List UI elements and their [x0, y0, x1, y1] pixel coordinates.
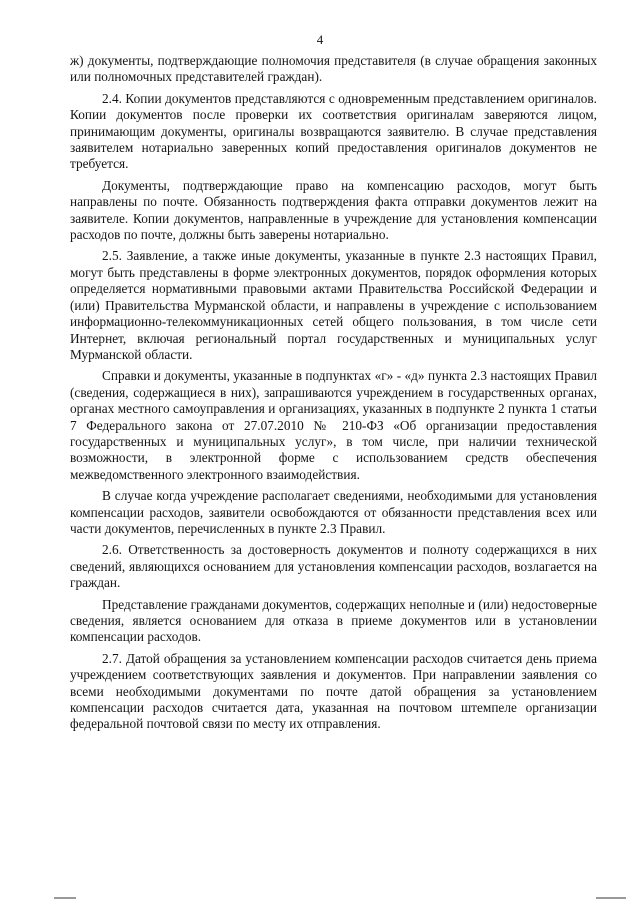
paragraph-2-5: 2.5. Заявление, а также иные документы, указанные в пункте 2.3 настоящих Правил, могут быть представлены в форме электронных документов, порядок оформления которых определяется нормативными правовыми актами Правительства Российской Федерации и (или) Правительства Мурманской области, и направлены в учреждение с использованием информационно-телекоммуникационных сетей общего пользования, в том числе сети Интернет, включая региональный портал государственных и муниципальных услуг Мурманской области.: [70, 248, 597, 362]
paragraph-interagency-requests: Справки и документы, указанные в подпунктах «г» - «д» пункта 2.3 настоящих Правил (сведения, содержащиеся в них), запрашиваются учреждением в государственных органах, органах местного самоуправления и организациях, указанных в подпункте 2 пункта 1 статьи 7 Федерального закона от 27.07.2010 № 210-ФЗ «Об организации предоставления государственных и муниципальных услуг», в том числе, при наличии технической возможности, в электронной форме с использованием средств обеспечения межведомственного электронного взаимодействия.: [70, 368, 597, 482]
paragraph-postal-documents: Документы, подтверждающие право на компенсацию расходов, могут быть направлены по почте. Обязанность подтверждения факта отправки документов лежит на заявителе. Копии документов, направленные в учреждение для установления компенсации расходов по почте, должны быть заверены нотариально.: [70, 177, 597, 243]
paragraph-2-4: 2.4. Копии документов представляются с одновременным представлением оригиналов. Копии документов после проверки их соответствия оригиналам заверяются лицом, принимающим документы, оригиналы возвращаются заявителю. В случае представления заявителем нотариально заверенных копий предоставления оригиналов документов не требуется.: [70, 90, 597, 172]
scan-artifact-right: [596, 897, 626, 899]
scan-artifact-left: [54, 897, 76, 899]
paragraph-item-zh: ж) документы, подтверждающие полномочия представителя (в случае обращения законных или полномочных представителей граждан).: [70, 53, 597, 85]
paragraph-exemption: В случае когда учреждение располагает сведениями, необходимыми для установления компенсации расходов, заявители освобождаются от обязанности представления всех или части документов, перечисленных в пункте 2.3 Правил.: [70, 488, 597, 536]
paragraph-refusal-grounds: Представление гражданами документов, содержащих неполные и (или) недостоверные сведения, является основанием для отказа в приеме документов или в установлении компенсации расходов.: [70, 596, 597, 645]
document-body: [70, 53, 597, 738]
paragraph-2-6: 2.6. Ответственность за достоверность документов и полноту содержащихся в них сведений, являющихся основанием для установления компенсации расходов, возлагается на граждан.: [70, 542, 597, 591]
page-number: 4: [316, 32, 324, 47]
paragraph-2-7: 2.7. Датой обращения за установлением компенсации расходов считается день приема учреждением соответствующих заявления и документов. При направлении заявления со всеми необходимыми документами по почте датой обращения за установлением компенсации расходов считается дата, указанная на почтовом штемпеле организации федеральной почтовой связи по месту их отправления.: [70, 650, 597, 732]
